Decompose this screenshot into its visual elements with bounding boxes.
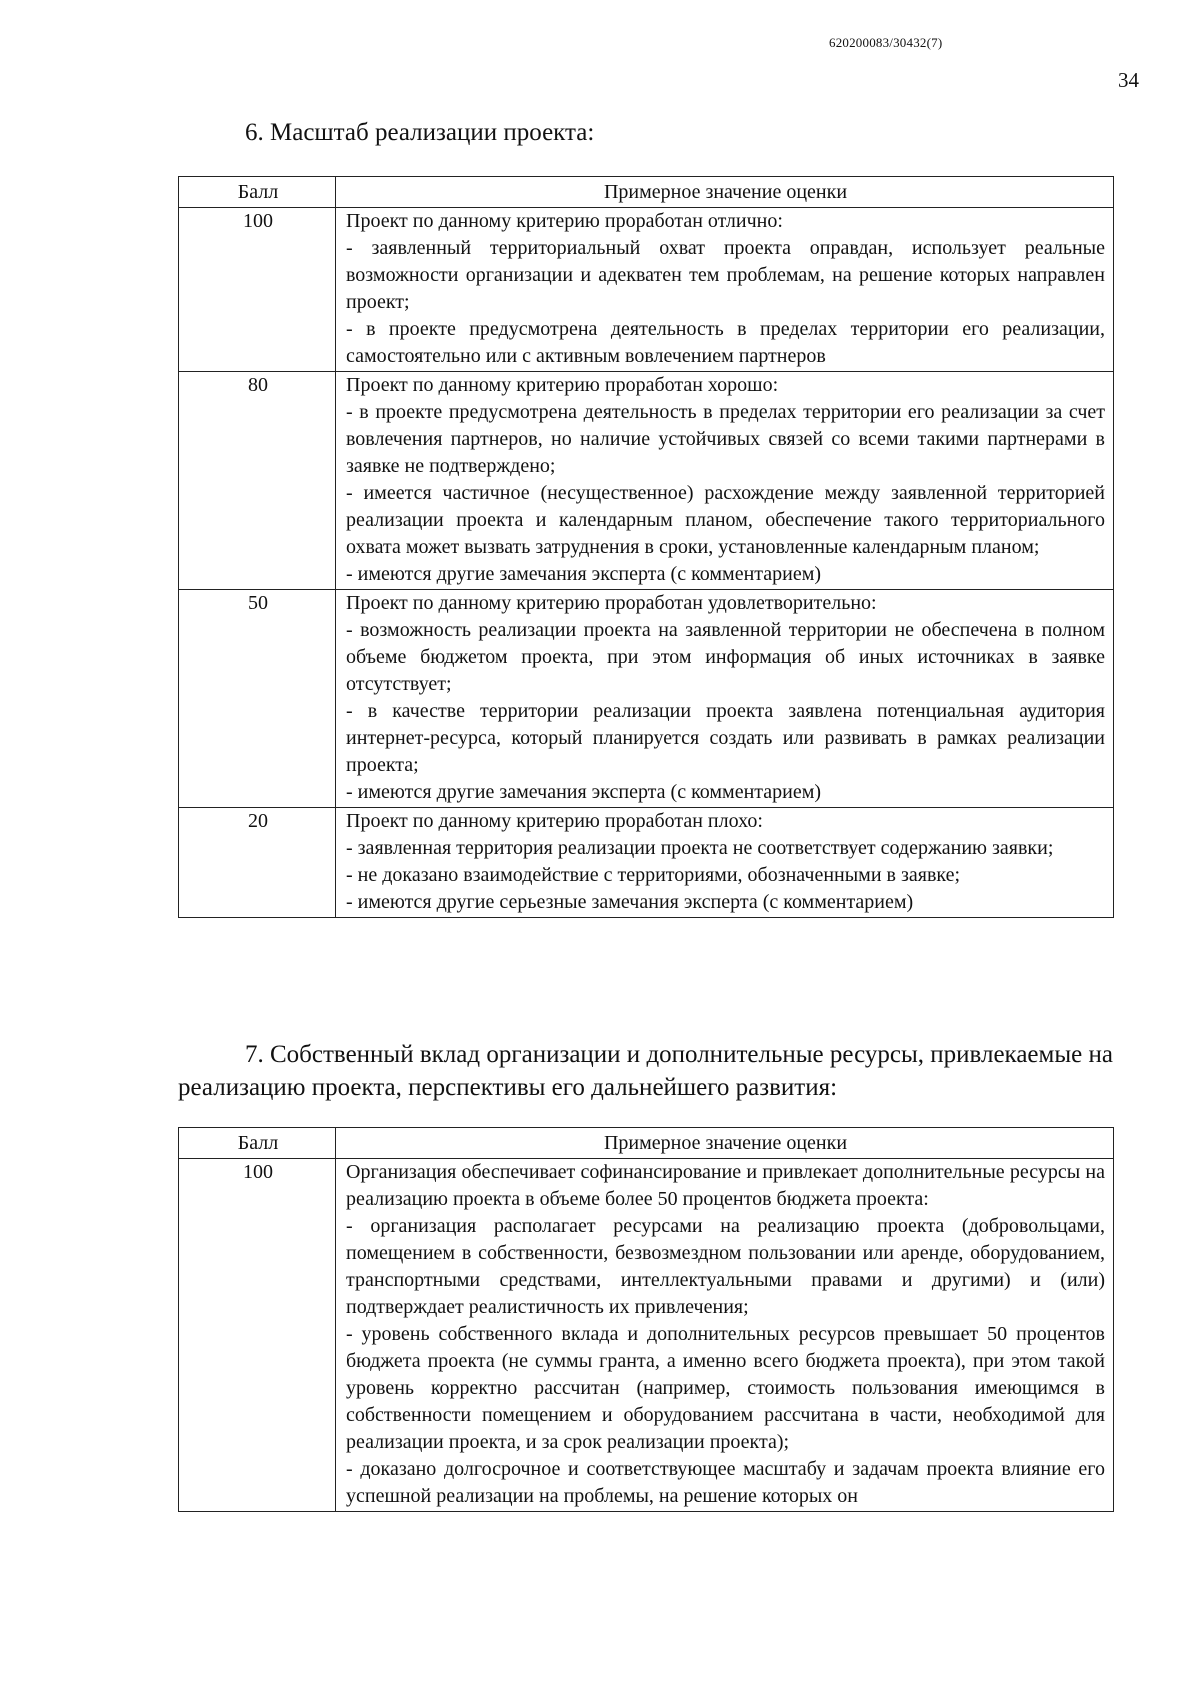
description-cell [336, 808, 1114, 918]
description-line: - заявленный территориальный охват проекта оправдан, использует реальные возможности организации и адекватен тем проблемам, на решение которых направлен проект; [346, 237, 1105, 313]
section-7-title: 7. Собственный вклад организации и дополнительные ресурсы, привлекаемые на реализацию проекта, перспективы его дальнейшего развития: [178, 1041, 1113, 1101]
description-line: - возможность реализации проекта на заявленной территории не обеспечена в полном объеме бюджетом проекта, при этом информация об иных источниках в заявке отсутствует; [346, 619, 1105, 695]
description-cell [336, 1159, 1114, 1512]
document-code: 620200083/30432(7) [829, 35, 943, 50]
description-line: Организация обеспечивает софинансирование и привлекает дополнительные ресурсы на реализацию проекта в объеме более 50 процентов бюджета проекта: [346, 1161, 1105, 1210]
table-row [179, 590, 1114, 808]
description-line: Проект по данному критерию проработан отлично: [346, 210, 783, 232]
description-cell [336, 208, 1114, 372]
description-line: - имеются другие замечания эксперта (с комментарием) [346, 563, 822, 585]
table-row [179, 372, 1114, 590]
score-cell: 100 [179, 208, 336, 372]
description-line: Проект по данному критерию проработан хорошо: [346, 374, 779, 396]
description-line: Проект по данному критерию проработан удовлетворительно: [346, 592, 877, 614]
page-number: 34 [1118, 68, 1139, 92]
description-line: - доказано долгосрочное и соответствующее масштабу и задачам проекта влияние его успешной реализации на проблемы, на решение которых он [346, 1458, 1105, 1507]
description-line: - организация располагает ресурсами на реализацию проекта (добровольцами, помещением в собственности, безвозмездном пользовании или аренде, оборудованием, транспортными средствами, интеллектуальными правами и другими) и (или) подтверждает реалистичность их привлечения; [346, 1215, 1105, 1318]
description-line: - имеются другие замечания эксперта (с комментарием) [346, 781, 822, 803]
description-line: - не доказано взаимодействие с территориями, обозначенными в заявке; [346, 864, 961, 886]
score-cell: 100 [179, 1159, 336, 1512]
table-row [179, 1159, 1114, 1512]
column-header-score: Балл [179, 177, 336, 208]
description-line: Проект по данному критерию проработан плохо: [346, 810, 763, 832]
description-line: - в проекте предусмотрена деятельность в пределах территории его реализации, самостоятельно или с активным вовлечением партнеров [346, 318, 1105, 367]
column-header-score: Балл [179, 1128, 336, 1159]
table-header-row [179, 177, 1114, 208]
section-6-criteria-table [178, 176, 1114, 918]
section-6-title: 6. Масштаб реализации проекта: [245, 119, 595, 146]
table-row [179, 808, 1114, 918]
score-cell: 80 [179, 372, 336, 590]
description-cell [336, 372, 1114, 590]
section-7-criteria-table [178, 1127, 1114, 1512]
description-line: - заявленная территория реализации проекта не соответствует содержанию заявки; [346, 837, 1054, 859]
description-cell [336, 590, 1114, 808]
score-cell: 50 [179, 590, 336, 808]
column-header-description: Примерное значение оценки [336, 1128, 1114, 1159]
description-line: - в качестве территории реализации проекта заявлена потенциальная аудитория интернет-ресурса, который планируется создать или развивать в рамках реализации проекта; [346, 700, 1105, 776]
column-header-description: Примерное значение оценки [336, 177, 1114, 208]
description-line: - уровень собственного вклада и дополнительных ресурсов превышает 50 процентов бюджета проекта (не суммы гранта, а именно всего бюджета проекта), при этом такой уровень корректно рассчитан (например, стоимость пользования имеющимся в собственности помещением и оборудованием рассчитана в части, необходимой для реализации проекта, и за срок реализации проекта); [346, 1323, 1105, 1453]
description-line: - в проекте предусмотрена деятельность в пределах территории его реализации за счет вовлечения партнеров, но наличие устойчивых связей со всеми такими партнерами в заявке не подтверждено; [346, 401, 1105, 477]
description-line: - имеются другие серьезные замечания эксперта (с комментарием) [346, 891, 914, 913]
description-line: - имеется частичное (несущественное) расхождение между заявленной территорией реализации проекта и календарным планом, обеспечение такого территориального охвата может вызвать затруднения в сроки, установленные календарным планом; [346, 482, 1105, 558]
score-cell: 20 [179, 808, 336, 918]
table-header-row [179, 1128, 1114, 1159]
table-row [179, 208, 1114, 372]
